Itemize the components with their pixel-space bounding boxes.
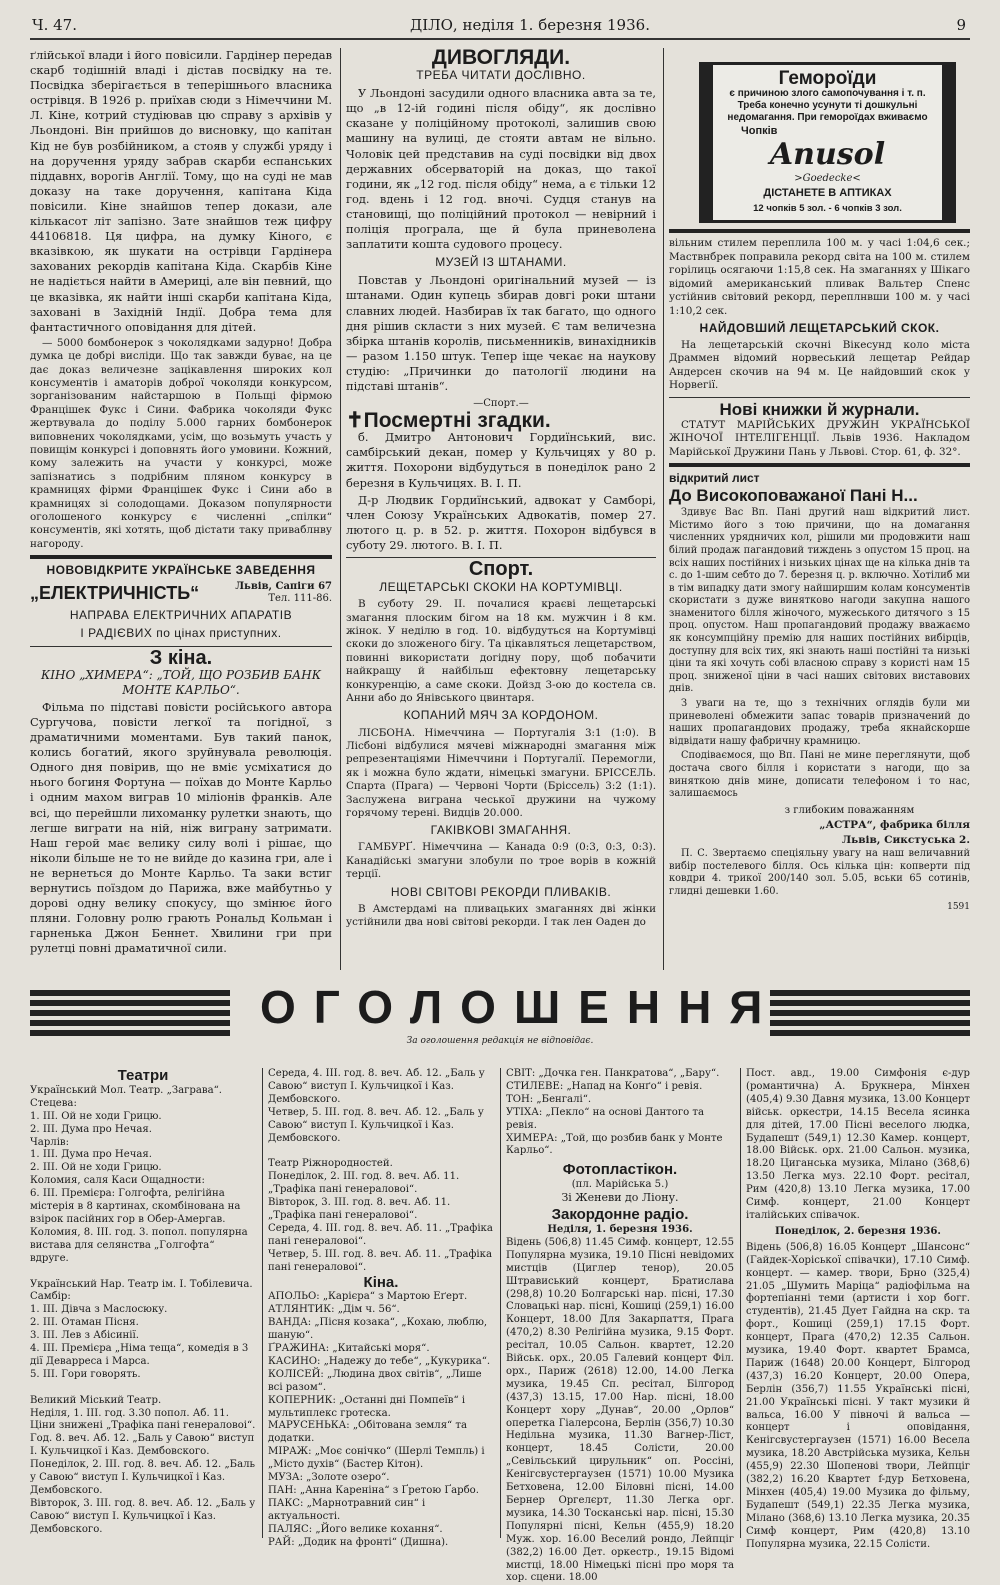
letter-ps: П. С. Звертаємо спеціяльну увагу на наш величавний вибір постелевого білля. Ось кілька цін: копверти під ковдри 4. трикої 200/140 зол. 5.05, вськи 65 сотинів, глидні дешевки 1.60.: [669, 848, 970, 897]
ad-label: Чопків: [741, 125, 778, 138]
listing-line: СТИЛЕВЕ: „Напад на Конґо“ і ревія.: [506, 1080, 703, 1092]
article-subtitle: НОВІ СВІТОВІ РЕКОРДИ ПЛИВАКІВ.: [390, 884, 612, 899]
letter-firm: „АСТРА“, фабрика білля: [819, 818, 970, 831]
page-header: [30, 8, 970, 40]
letter-text: З уваги на те, що з технічних оглядів були ми приневолені обмежити запас товарів призначений до наших пропагандових продажу, треба якнайскорше відвідати нашу фабричну крамницю.: [669, 698, 970, 747]
cinema-listings: [268, 1291, 494, 1549]
listing-line: Український Нар. Театр ім. І. Тобілевича.: [30, 1278, 253, 1290]
listing-line: 1. III. Ой не ходи Грицю.: [30, 1110, 162, 1122]
listing-line: СВІТ: „Дочка ген. Панкратова“, „Бару“.: [506, 1068, 720, 1079]
listing-line: ҐРАЖИНА: „Китайські моря“.: [268, 1343, 430, 1355]
theatre-listings: [30, 1085, 256, 1537]
banner-stripes-right: [770, 990, 970, 1036]
listing-line: 5. III. Гори говорять.: [30, 1368, 141, 1380]
article-subtitle: КОПАНИЙ МЯЧ ЗА КОРДОНОМ.: [403, 708, 599, 723]
section-title: Закордонне радіо.: [551, 1206, 689, 1224]
ads-column-1: [30, 1068, 256, 1538]
letter-text: Здивує Вас Вп. Пані другий наш відкритий лист. Містимо його з тою причини, що на домагання численних урядничих кол, рішили ми продовжити наш білий продаж пагандовий тиждень з опустом 15 проц. на всіх наших постійних і низьких цінах ще на кілька днів та с. до 1-шим себто до 7. березня ц. р. включно. Хотілиб ми в тім випадку дати змогу найширшим колам консументів скористати з дуже винятково нагоди закупна нашого знаменитого білля жіночого, мужеського дитячого з 15 проц. опустом. Наш пропагандовий продажу вважаємо як консумпційну премію для наших постійних вибірців, доступну для всіх тих, які знають наші постійні та низькі ціни та які хочуть собі власною справу з користі нам 15 проц. зниженої ціни в часі наших світових виставових днів.: [669, 507, 970, 695]
listing-line: РАЙ: „Додик на фронті“ (Дишна).: [268, 1536, 449, 1548]
listing-line: Понеділок, 2. III. год. 8. веч. Аб. 12. „Баль у Савою“ виступ І. Кульчицкої і Каз. Дембовского.: [30, 1459, 256, 1496]
listing-line: МУЗА: „Золоте озеро“.: [268, 1472, 390, 1484]
listing-line: 2. III. Ой не ходи Грицю.: [30, 1162, 162, 1174]
article-subtitle: КІНО „ХИМЕРА“: „ТОЙ, ЩО РОЗБИВ БАНК МОНТЕ КАРЛЬО“.: [40, 667, 322, 697]
article-text: Повстав у Льондоні оригінальний музей — із штанами. Один купець збирав довгі роки штани славних людей. Назбирав їх так багато, що одного дня рішив скласти з них музей. Є там величезна збірка штанів королів, письменників, винахідників — разом 1.150 штук. Тепер іще чекає на наукову студію: „Причинки до патології людини на підставі штанів“.: [346, 273, 656, 393]
listing-line: 4. III. Премієра „Німа теща“, комедія в 3 дії Деварреса і Марса.: [30, 1343, 249, 1367]
article-text: вільним стилем переплила 100 м. у часі 1:04,6 сек.; Маствнбрек поправила рекорд світа на 100 м. стилем горілиць осягаючи 1:15,8 сек. На змаганнях у Шікаго відомий американський пливак Вальтер Спенс устійнив світовий рекорд, переплнвши 100 м. у часі 1:10,2 сек.: [669, 237, 970, 317]
listing-line: Середа, 4. III. год. 8. веч. Аб. 11. „Трафіка пані генераловоі“.: [268, 1222, 493, 1247]
article-subtitle: ГАКІВКОВІ ЗМАГАННЯ.: [430, 823, 572, 838]
ad-maker: >Goedecke<: [794, 173, 861, 185]
article-subtitle: ЛЕЩЕТАРСЬКІ СКОКИ НА КОРТУМІВЦІ.: [379, 580, 623, 595]
radio-listing: Відень (506,8) 16.05 Концерт „Шансонс“ (Гайдек-Хоріської співачки), 17.10 Симф. концерт. — камер. твори, Брно (325,4) 21.05 „Шумить Маріца“ радіофільма на фортепіанні теми (артисти і хор богг. студентів), 21.45 Дует Гайдна на скр. та форт., Кошиці (259,1) 17.15 Форт. концерт, Прага (470,2) 12.35 Сальон. музика, 19.40 Форт. квартет Брамса, Париж (1648) 20.00 Концерт, Білгород (437,3) 16.20 Концерт, 20.00 Опера, Берлін (356,7) 11.55 Українські пісні, 21.00 Українські пісні. У такт музики й вальса, 16.00 У півночі й вальса — концерт і оповідання, Кенігсвустергаузен (1571) 16.00 Весела музика, 18.20 Австрійська музика, Кельн (455,9) 22.30 Шопенові твори, Лейпціг (382,2) 16.20 Квартет f-дур Бетховена, Мінхен (405,4) 19.00 Музика до фільму, Будапешт (549,1) 22.35 Легка музика, Мілано (368,6) 13.10 Легка музика, 20.35 Симф концерт, Рим (420,8) 13.10 Популярна музика, 22.15 Солісти.: [746, 1241, 970, 1550]
divider: [30, 555, 332, 559]
masthead-date: ДІЛО, неділя 1. березня 1936.: [410, 16, 650, 34]
listing-line: ТОН: „Бенгалі“.: [506, 1093, 592, 1105]
article-text: В Амстердамі на пливацьких змаганнях дві жінки устійнили два нові світові рекорди. І так лен Оаден до: [346, 902, 656, 929]
ad-address-block: [235, 581, 332, 605]
listing-line: Середа, 4. III. год. 8. веч. Аб. 12. „Баль у Савою“ виступ І. Кульчицкої і Каз. Дембовского.: [268, 1068, 485, 1105]
sport-marker: —Спорт.—: [473, 398, 529, 410]
obituary: Д-р Людвик Гордиїнський, адвокат у Самборі, член Союзу Українських Адвокатів, помер 27. лютого ц. р. в 52. р. життя. Похорон відбувся в суботу 29. лютого. В. І. П.: [346, 492, 656, 552]
ad-name-row: [30, 581, 332, 605]
article-text: ґлійської влади і його повісили. Гардінер передав скарб тодішній владі і дістав посвідку на те. Посвідка зберігається в теперішнього власника острівця. В 1926 р. приїхав сюди з Німеччини М. Л. Кіне, котрий студіював цю справу з архівів у Льондоні. Він прийшов до висновку, що капітан Кід не був розбійником, а стояв у службі уряду і на доручення уряду забрав скарби еспанських піддавнх, ворогів Англії. Тому, що на суді не мав доказу на таке доручення, капітана Кіда повісили. Кіне знайшов тепер докази, але кількасот літ запізно. Зате знайшов теж цифру 44106818. Ця цифра, на думку Кіного, є вказівкою, як шукати на острівци Гардінера захованих рекордів капітана Кіда. Скарбів Кіне не надіється найти в Америці, але він певний, що це вказівка, як найти інші скарби капітана Кіда, заховані в Західній Індії. Добра тема для фантастичного оповідання для дітей.: [30, 48, 332, 334]
listing-line: ПАН: „Анна Кареніна“ з Ґретою Ґарбо.: [268, 1485, 479, 1496]
article-subtitle: НАЙДОВШИЙ ЛЕЩЕТАРСЬКИЙ СКОК.: [699, 320, 940, 335]
listing-line: Театр Ріжнородностей.: [268, 1158, 393, 1170]
column-divider: [740, 1068, 741, 1538]
contest-notice: — 5000 бомбонерок з чоколядками задурно! Добра думка це добрі висліди. Що так завжди буває, на це дає доказ величезне зацікавлення широких кол консументів і аматорів доброї чоколяди конкурсом, зорганізованим найстаршою в Польщі фірмою Францішек Фукс і Сини. Фабрика чоколяди Фукс жертвувала до поділу 5.000 гарних бомбонерок виповнених чоколядками, усім, що возьмуть участь у повищім конкурсі і доповнять його умовини. Кожний, кому залежить на участи у конкурсі, може запізнатись з подрібним пляном конкурсу в крамницях фірми Францішек Фукс і Сини або в крамницях зі солодощами. Доказом популярности оголошеного конкурсу є численні „спілки“ консументів, які хотять, щоб дістати таку приваблнву нагороду.: [30, 336, 332, 550]
listing-line: ПАЛЯС: „Його велике кохання“.: [268, 1523, 443, 1535]
listing-line: 1. III. Дума про Нечая.: [30, 1149, 152, 1161]
article-text: ГАМБУРҐ. Німеччина — Канада 0:9 (0:3, 0:3, 0:3). Канадійські змагуни злобули по трое ворів в кожній терції.: [346, 841, 656, 881]
listing-line: Коломия, 8. III. год. 3. попол. популярна вистава для селянства „Голгофта“ вдруге.: [30, 1226, 248, 1264]
article-text: У Льондоні засудили одного власника авта за те, що „в 12-ій годині після обіду“, як дослівно сказане у поліційному протоколі, залишив свою машину на вулиці, де стояти автам не вільно. Чоловік цей представив на суді посвідки від двох державних обсерваторій на доказ, що такої години, як „12 год. після обіду“ нема, а є тільки 12 год. вдень і 12 год. вночі. Судця станув на становищі, що поліційний протокол — невірний і поліція програла, ще й була приневолена заплатити кошта судового процесу.: [346, 86, 656, 252]
article-text: СТАТУТ МАРІЙСЬКИХ ДРУЖИН УКРАЇНСЬКОЇ ЖІНОЧОЇ ІНТЕЛІГЕНЦІЇ. Львів 1936. Накладом Марійської Дружини Пань у Львові. Стор. 61, ф. 32°.: [669, 418, 970, 458]
banner-stripes-left: [30, 990, 230, 1036]
letter-label: відкритий лист: [669, 470, 760, 485]
listing-line: Четвер, 5. III. год. 8. веч. Аб. 11. „Трафіка пані генераловоі“.: [268, 1248, 492, 1273]
theatre-listings: [268, 1068, 494, 1275]
listing-line: Вівторок, 3. III. год. 8. веч. Аб. 12. „Баль у Савою“ виступ І. Кульчицкої і Каз. Дембовского.: [30, 1497, 256, 1535]
anusol-ad: [699, 62, 956, 223]
listing-line: 6. III. Премієра: Голгофта, релігійна містерія в 8 картинах, скомбінована на взірок пасійних гор в Обер-Амергав.: [30, 1188, 241, 1225]
divider: [669, 463, 970, 467]
ads-title: ОГОЛОШЕННЯ: [260, 981, 781, 1033]
article-subtitle: МУЗЕЙ ІЗ ШТАНАМИ.: [435, 255, 567, 270]
letter-address: Львів, Сикстуська 2.: [841, 833, 970, 846]
section-title: Театри: [117, 1067, 169, 1084]
listing-line: ВАНДА: „Пісня козака“, „Кохаю, люблю, шаную“.: [268, 1317, 488, 1342]
column-divider: [663, 48, 664, 970]
listing-line: 1. III. Дівча з Маслосюку.: [30, 1304, 168, 1316]
listing-line: [268, 1145, 494, 1158]
section-title: ДИВОГЛЯДИ.: [431, 46, 571, 69]
ad-number: 1591: [947, 902, 970, 913]
page-number-right: 9: [956, 16, 966, 34]
listing-line: УТІХА: „Пекло“ на основі Дантого та ревія.: [506, 1106, 705, 1131]
listing-line: Вівторок, 3. III. год. 8. веч. Аб. 11. „Трафіка пані генераловоі“.: [268, 1197, 451, 1221]
section-title: З кіна.: [149, 646, 213, 669]
listing-line: Коломия, саля Каси Ощадности:: [30, 1175, 205, 1187]
listing-line: 2. III. Отаман Пісня.: [30, 1317, 139, 1329]
listing-line: ХИМЕРА: „Той, що розбив банк у Монте Карльо“.: [506, 1132, 723, 1157]
listing-line: 2. III. Дума про Нечая.: [30, 1123, 152, 1135]
listing-line: Понеділок, 2. III. год. 8. веч. Аб. 11. „Трафіка пані генераловоі“.: [268, 1171, 460, 1196]
listing-line: КОПЕРНИК: „Останні дні Помпеїв“ і мультиплекс гротеска.: [268, 1394, 466, 1419]
section-title: Нові книжки й журнали.: [719, 399, 920, 419]
section-title: Фотопластікон.: [562, 1161, 678, 1179]
column-3: [669, 48, 970, 970]
ads-column-4: [746, 1068, 970, 1550]
listing-line: Неділя, 1. III. год. 3.30 попол. Аб. 11. Ціни знижені „Трафіка пані генераловоі“. Год. 8. веч. Аб. 12. „Баль у Савою“ виступ І. Кульчицкої і Каз. Дембовского.: [30, 1407, 256, 1458]
listing-line: МАРУСЕНЬКА: „Обітована земля“ та додатки.: [268, 1420, 468, 1445]
ad-text: є причиною злого самопочування і т. п. Треба конечно усунути ті дошкульні недомагання. При гемороїдах вживаємо: [727, 88, 928, 124]
listing-line: 3. III. Лев з Абісинії.: [30, 1330, 139, 1342]
article-text: Фільма по підставі повісти російського автора Сургучова, повісти легкої та погідної, з драматичними моментами. Був такий панок, колись богатий, якого зруйнувала революція. Одного дня повірив, що не вміє усміхатися до нього богиня Фортуна — поїхав до Монте Карльо і одним махом виграв 10 міліонів франків. Але всі, що перейшли лихоманку рулетки знають, що легше виграти на ній, ніж виграну затримати. Наш герой має велику силу волі і рішає, що ніколи більше не то не вийде до казина гри, але і не вернеться до Монте Карльо. Та заки встиг вернутись поїздом до Парижа, вже майбутньо у дорові одну велику спокусу, що змінює його пляни. Головну ролю грають Рональд Кольман і гарненька Джон Беннет. Хвилини гри при рулетці повні драматичної сили.: [30, 699, 332, 956]
listing-text: Зі Женеви до Ліону.: [561, 1191, 679, 1205]
ad-company-name: „ЕЛЕКТРИЧНІСТЬ“: [30, 582, 200, 603]
article-text: На лещетарській скочні Вікесунд коло міста Драммен відомий норвеський лещетар Рейдар Андерсен скочив на 94 м. Це найдовший скок у Норвегії.: [669, 339, 970, 392]
listing-line: МІРАЖ: „Моє сонічко“ (Шерлі Темпль) і „Місто духів“ (Бастер Кітон).: [268, 1446, 485, 1471]
letter-sign: з глибоким поважанням: [784, 804, 915, 816]
listing-line: КАСИНО: „Надежу до тебе“, „Кукурика“.: [268, 1355, 491, 1367]
column-2: [346, 48, 656, 970]
radio-date: Неділя, 1. березня 1936.: [547, 1223, 693, 1235]
listing-line: [30, 1382, 256, 1395]
column-divider: [500, 1068, 501, 1538]
section-title: Кіна.: [363, 1273, 399, 1291]
ad-phone: Тел. 111-86.: [268, 593, 332, 605]
listing-line: Український Мол. Театр. „Заграва“.: [30, 1084, 222, 1096]
section-title: Спорт.: [468, 558, 534, 580]
ad-title: Гемороїди: [778, 68, 877, 89]
listing-line: ПАКС: „Марнотравний син“ і актуальності.: [268, 1497, 426, 1522]
column-divider: [262, 1068, 263, 1538]
listing-line: Стецева:: [30, 1097, 77, 1109]
ad-line: І РАДІЄВИХ по цінах приступних.: [80, 626, 282, 641]
ads-banner: [30, 980, 970, 1050]
listing-line: АТЛЯНТИК: „Дім ч. 56“.: [268, 1304, 400, 1316]
listing-line: Великий Міський Театр.: [30, 1394, 162, 1406]
listing-address: (пл. Марійська 5.): [571, 1179, 669, 1191]
listing-line: Чарлів:: [30, 1136, 70, 1148]
ads-column-2: [268, 1068, 494, 1548]
radio-listing: Пост. авд., 19.00 Симфонія є-дур (романтична) А. Брукнера, Мінхен (405,4) 9.30 Давня музика, 13.00 Концерт військ. оркестри, 14.15 Весела ясинка для дітей, 17.00 Пісні веселого людка, Будапешт (549,1) 12.30 Камер. концерт, 18.00 Військ. орх. 21.00 Сальон. музика, 18.20 Циганська музика, Мілано (368,6) 13.50 Легка муз. 22.10 Форт. ресітал, Рим (420,8) 13.10 Легка музика, 17.00 Симф. концерт, 21.00 Концерт італійських співачок.: [746, 1068, 970, 1221]
page-number-left: Ч. 47.: [32, 16, 77, 34]
listing-line: Четвер, 5. III. год. 8. веч. Аб. 12. „Баль у Савою“ виступ І. Кульчицкої і Каз. Дембовского.: [268, 1106, 484, 1144]
cinema-listings: [506, 1068, 734, 1158]
listing-line: АПОЛЬО: „Карієра“ з Мартою Еґерт.: [268, 1291, 468, 1303]
letter-title: До Високоповажаної Пані Н...: [669, 486, 918, 506]
listing-line: Самбір:: [30, 1291, 71, 1303]
ad-brand-logo: Anusol: [769, 137, 886, 173]
column-divider: [340, 48, 341, 970]
section-title: ✝Посмертні згадки.: [346, 409, 551, 433]
listing-line: [30, 1266, 256, 1279]
ad-availability: ДІСТАНЕТЕ В АПТИКАХ: [763, 187, 892, 200]
listing-line: КОЛІСЕЙ: „Людина двох світів“, „Лише всі разом“.: [268, 1368, 482, 1393]
divider: [669, 397, 970, 398]
radio-listing: Відень (506,8) 11.45 Симф. концерт, 12.55 Популярна музика, 19.10 Пісні невідомих мистців (Циглер тенор), 20.05 Штрависький концерт, Братислава (298,8) 10.20 Болгарські нар. пісні, 17.30 Словацькі нар. пісні, Кошиці (259,1) 16.00 Концерт, 18.00 Для Закарпаття, Прага (470,2) 8.30 Релігійна музика, 9.15 Форт. ресітал, 10.05 Сальон. квартет, 12.20 Військ. орх., 20.05 Галевий концерт Філ. орх., Париж (2618) 12.00, 14.00 Легка музика, 19.45 Сп. ресітал, Білгород (437,3) 13.15, 17.00 Нар. пісні, 18.00 Концерт хору „Дунав“, 20.00 „Орлов“ оперетка Гіалерсона, Берлін (356,7) 10.30 Недільна музика, 11.30 Вагнер-Ліст, концерт, 18.45 Солісти, 20.00 „Севільський цирульник“ оп. Россіні, Кенігсвустергаузен (1571) 10.00 Музика Бетховена, 12.00 Біловні пісні, 14.00 Бернер Оргелєрт, 11.30 Легка орг. музика, 14.30 Тосканські нар. пісні, 15.30 Популярні пісні, Кельн (455,9) 18.20 Муж. хор. 16.00 Веселий рондо, Лейпціг (382,2) 16.00 Дет. оркестр., 19.15 Відомі мистці, 18.00 Німецькі пісні про моря та хор. сцени. 18.00: [506, 1236, 734, 1584]
column-1: [30, 48, 332, 970]
ads-note: За оголошення редакція не відповідає.: [406, 1036, 594, 1046]
divider: [669, 229, 970, 233]
radio-date: Понеділок, 2. березня 1936.: [775, 1225, 941, 1237]
ad-line: НАПРАВА ЕЛЕКТРИЧНИХ АПАРАТІВ: [69, 608, 293, 623]
letter-text: Сподіваємося, що Вп. Пані не мине переглянути, щоб достача свого білля і користати з нагоди, що за виняткою днів мине, дописати телефоном і то нас, залишаємось: [669, 750, 970, 800]
ad-address: Львів, Сапіги 67: [235, 581, 332, 593]
ad-line: НОВОВІДКРИТЕ УКРАЇНСЬКЕ ЗАВЕДЕННЯ: [46, 563, 316, 578]
article-text: В суботу 29. II. почалися краєві лещетарські змагання плоским бігом на 18 км. мужчин і 8 км. жінок. У неділю в год. 10. відбудуться на Кортумівці скоки до зложеного бігу. Та цікавляться лещетарством, повинні використати догідну пору, щоб побачити найкращу й найбільш ефектовну лещетарську конкуренцію, а саме скоки. Дойзд 3-ою до костела св. Анни або до Янівського цвинтаря.: [346, 598, 656, 705]
obituary: б. Дмитро Антонович Гордиїнський, вис. самбірський декан, помер у Кульчицях у 80 р. життя. Похорони відбудуться в понеділок рано 2 березня в Кульчицях. В. І. П.: [346, 430, 656, 490]
article-subtitle: ТРЕБА ЧИТАТИ ДОСЛІВНО.: [416, 68, 586, 83]
article-text: ЛІСБОНА. Німеччина — Португалія 3:1 (1:0). В Лісбоні відбулися мячеві міжнародні змагання між репрезентаціями Німеччини і Португалії. Перемогли, як і можна було ждати, німецькі змагуни. БРІССЕЛЬ. Спарта (Прага) — Червоні Чорти (Бріссель) 3:2 (1:1). Заслужена виграна чеської дружини на чужому горячому терені. Видців 20.000.: [346, 726, 656, 819]
electric-ad: [30, 563, 332, 641]
ads-column-3: [506, 1068, 734, 1584]
ad-price: 12 чопків 5 зол. - 6 чопків 3 зол.: [753, 203, 902, 215]
